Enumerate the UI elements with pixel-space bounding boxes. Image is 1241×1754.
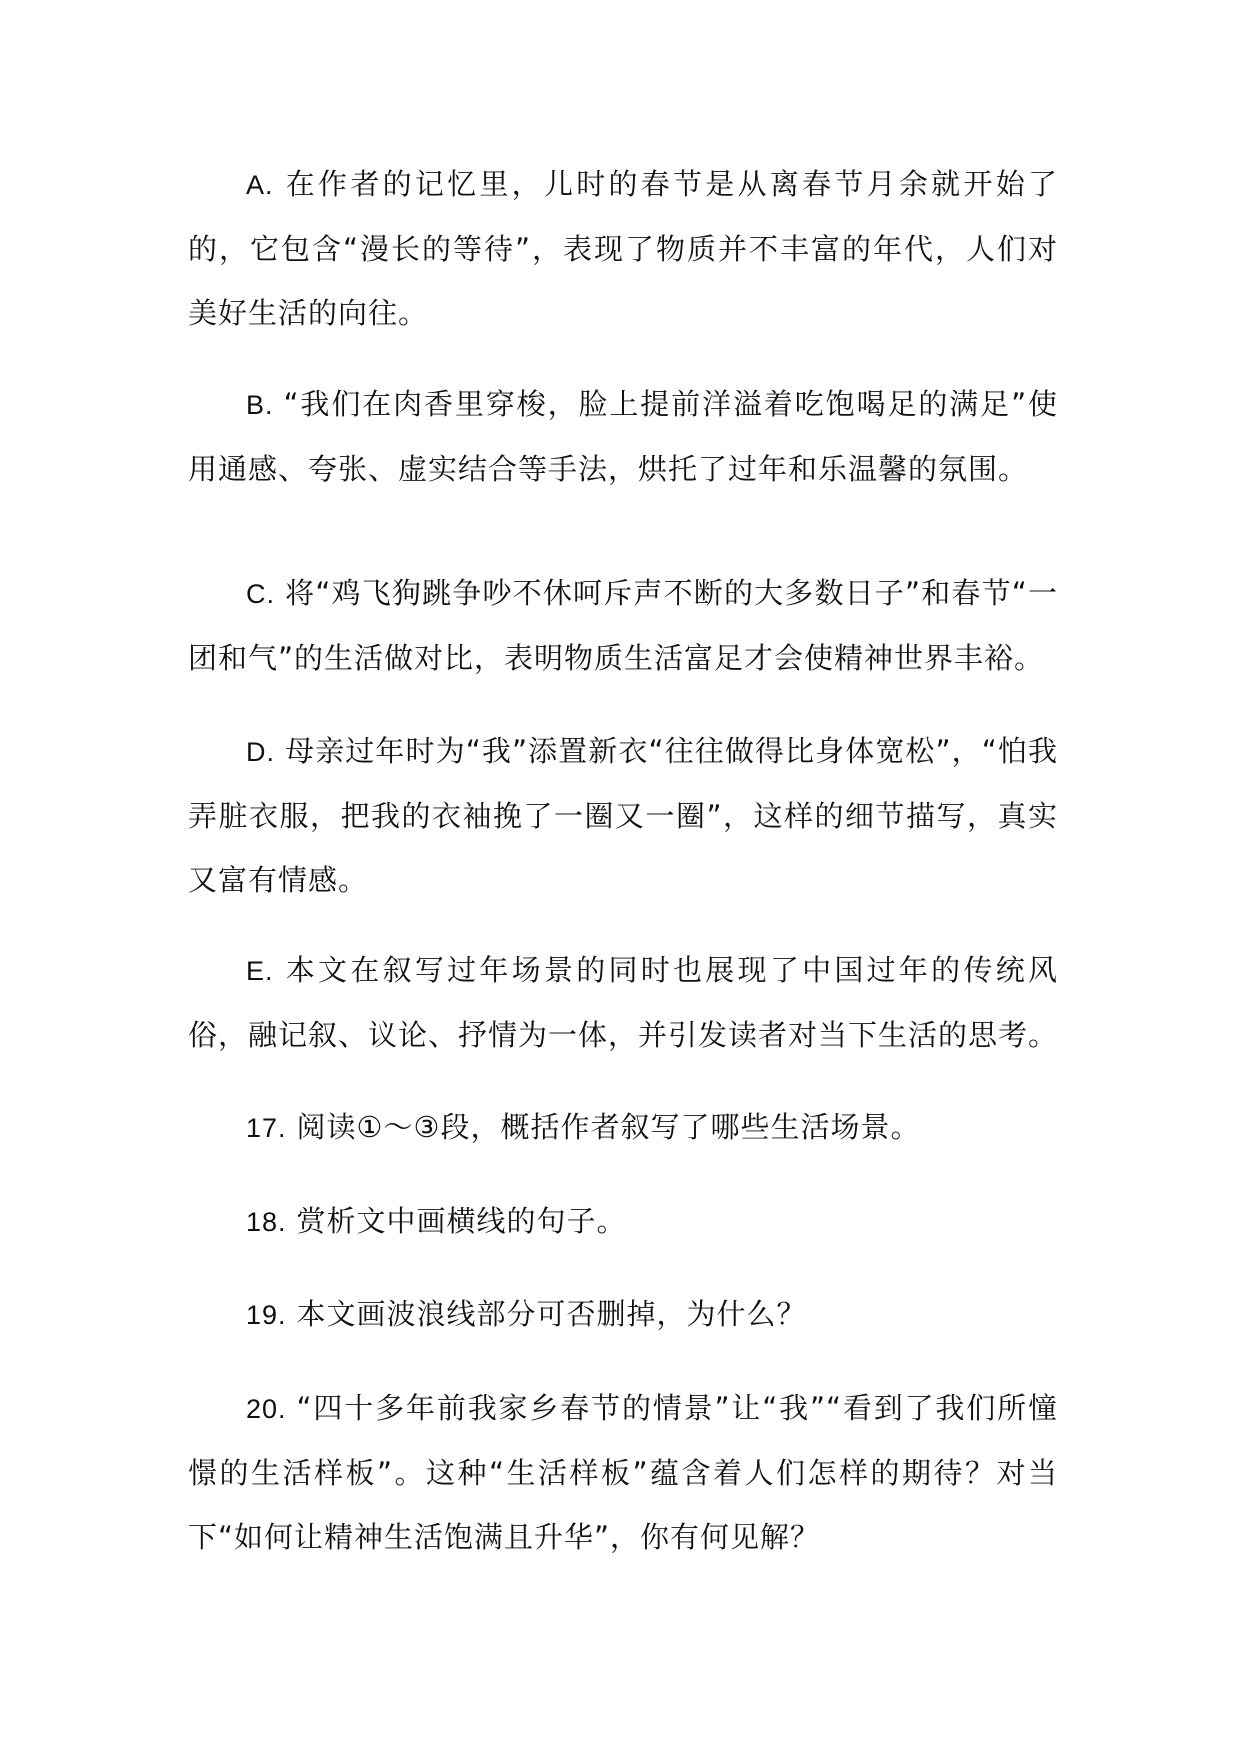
option-label: E. <box>246 956 274 986</box>
question-text: 阅读①～③段，概括作者叙写了哪些生活场景。 <box>296 1110 921 1144</box>
question-17 <box>188 1095 1058 1160</box>
option-text: 在作者的记忆里，儿时的春节是从离春节月余就开始了的，它包含“漫长的等待”，表现了物质并不丰富的年代，人们对美好生活的向往。 <box>188 167 1058 330</box>
option-c <box>188 561 1058 690</box>
question-number: 18. <box>246 1207 287 1237</box>
option-text: 母亲过年时为“我”添置新衣“往往做得比身体宽松”，“怕我弄脏衣服，把我的衣袖挽了一圈又一圈”，这样的细节描写，真实又富有情感。 <box>188 734 1058 897</box>
option-label: B. <box>246 390 274 420</box>
question-number: 17. <box>246 1113 287 1143</box>
question-text: “四十多年前我家乡春节的情景”让“我”“看到了我们所憧憬的生活样板”。这种“生活样板”蕴含着人们怎样的期待？对当下“如何让精神生活饱满且升华”，你有何见解？ <box>188 1391 1058 1554</box>
option-text: 将“鸡飞狗跳争吵不休呵斥声不断的大多数日子”和春节“一团和气”的生活做对比，表明物质生活富足才会使精神世界丰裕。 <box>188 576 1058 675</box>
option-label: C. <box>246 579 275 609</box>
question-text: 本文画波浪线部分可否删掉，为什么？ <box>296 1297 807 1331</box>
option-text: 本文在叙写过年场景的同时也展现了中国过年的传统风俗，融记叙、议论、抒情为一体，并引发读者对当下生活的思考。 <box>188 953 1059 1052</box>
option-a <box>188 152 1058 345</box>
question-20 <box>188 1376 1058 1569</box>
option-d <box>188 719 1058 912</box>
question-number: 19. <box>246 1300 287 1330</box>
option-b <box>188 372 1058 501</box>
question-18 <box>188 1189 1058 1254</box>
option-label: D. <box>246 737 275 767</box>
question-19 <box>188 1282 1058 1347</box>
question-number: 20. <box>246 1394 287 1424</box>
option-e <box>188 938 1058 1067</box>
question-text: 赏析文中画横线的句子。 <box>296 1204 627 1238</box>
option-label: A. <box>246 170 274 200</box>
option-text: “我们在肉香里穿梭，脸上提前洋溢着吃饱喝足的满足”使用通感、夸张、虚实结合等手法，烘托了过年和乐温馨的氛围。 <box>188 387 1058 486</box>
